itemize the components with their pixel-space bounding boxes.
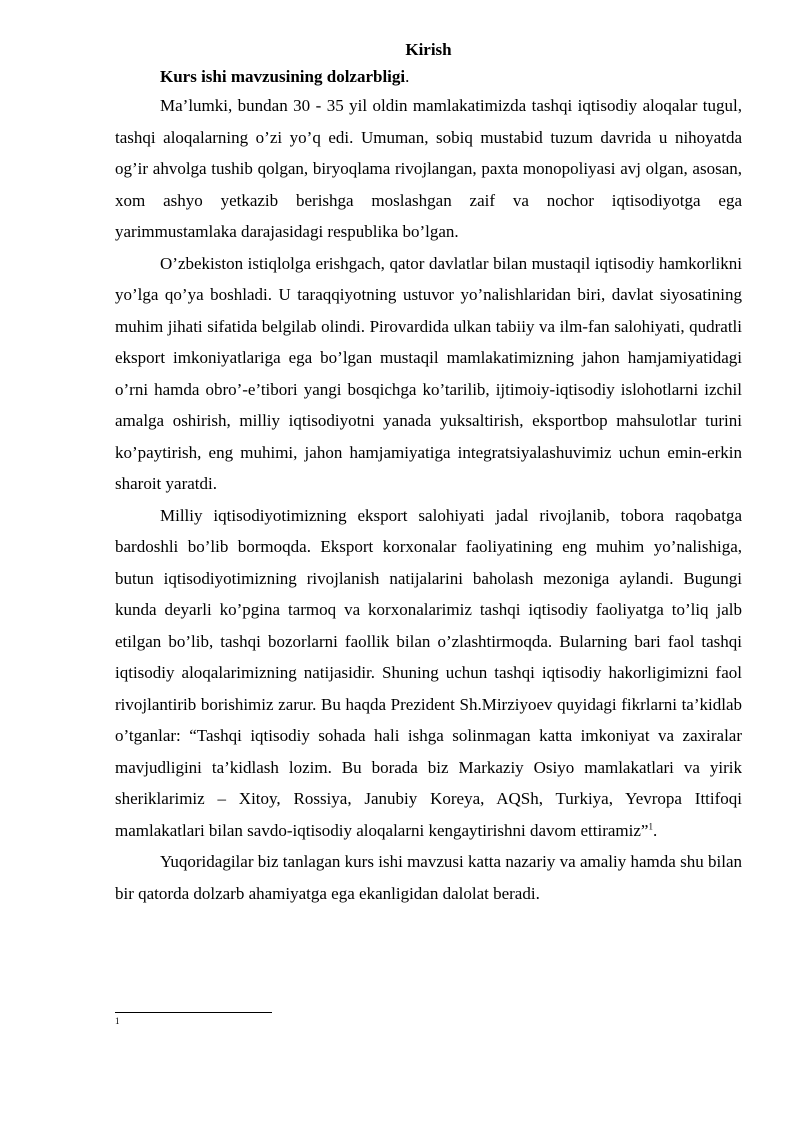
section-subtitle — [115, 65, 742, 89]
paragraph-1: Ma’lumki, bundan 30 - 35 yil oldin mamlakatimizda tashqi iqtisodiy aloqalar tugul, tashqi aloqalarning o’zi yo’q edi. Umuman, sobiq mustabid tuzum davrida u nihoyatda og’ir ahvolga tushib qolgan, biryoqlama rivojlangan, paxta monopoliyasi avj olgan, asosan, xom ashyo yetkazib berishga moslashgan zaif va nochor iqtisodiyotga ega yarimmustamlaka darajasidagi respublika bo’lgan. — [115, 96, 742, 241]
paragraph-3-text: Milliy iqtisodiyotimizning eksport salohiyati jadal rivojlanib, tobora raqobatga bardoshli bo’lib bormoqda. Eksport korxonalar faoliyatining eng muhim yo’nalishiga, butun iqtisodiyotimizning rivojlanish natijalarini baholash mezoniga aylandi. Bugungi kunda deyarli ko’pgina tarmoq va korxonalarimiz tashqi iqtisodiy faoliyatga to’liq jalb etilgan bo’lib, tashqi bozorlarni faollik bilan o’zlashtirmoqda. Bularning bari faol tashqi iqtisodiy aloqalarimizning natijasidir. Shuning uchun tashqi iqtisodiy hakorligimizni faol rivojlantirib borishimiz zarur. Bu haqda Prezident Sh.Mirziyoev quyidagi fikrlarni ta’kidlab o’tganlar: “Tashqi iqtisodiy sohada hali ishga solinmagan katta imkoniyat va zaxiralar mavjudligini ta’kidlash lozim. Bu borada biz Markaziy Osiyo mamlakatlari va yirik sheriklarimiz – Xitoy, Rossiya, Janubiy Koreya, AQSh, Turkiya, Yevropa Ittifoqi mamlakatlari bilan savdo-iqtisodiy aloqalarni kengaytirishni davom ettiramiz” — [115, 505, 742, 840]
footnote-reference[interactable]: 1 — [648, 820, 653, 831]
document-page — [115, 38, 742, 909]
paragraph-3-end: . — [652, 820, 658, 840]
paragraph-3 — [115, 500, 742, 847]
footnote-number: 1 — [115, 1016, 120, 1026]
paragraph-2: O’zbekiston istiqlolga erishgach, qator davlatlar bilan mustaqil iqtisodiy hamkorlikni yo’lga qo’ya boshladi. U taraqqiyotning ustuvor yo’nalishlaridan biri, davlat siyosatining muhim jihati sifatida belgilab olindi. Pirovardida ulkan tabiiy va ilm-fan salohiyati, qudratli eksport imkoniyatlariga ega bo’lgan mustaqil mamlakatimizning jahon hamjamiyatidagi o’rni hamda obro’-e’tibori yangi bosqichga ko’tarilib, ijtimoiy-iqtisodiy islohotlarni izchil amalga oshirish, milliy iqtisodiyotni yanada yuksaltirish, eksportbop mahsulotlar turini ko’paytirish, eng muhimi, jahon hamjamiyatiga integratsiyalashuvimiz uchun emin-erkin sharoit yaratdi. — [115, 253, 742, 493]
section-subtitle-text: Kurs ishi mavzusining dolzarbligi — [160, 67, 406, 86]
page-title: Kirish — [405, 40, 452, 59]
section-subtitle-punct: . — [405, 67, 410, 86]
footnote-separator — [115, 1012, 272, 1013]
paragraph-4: Yuqoridagilar biz tanlagan kurs ishi mavzusi katta nazariy va amaliy hamda shu bilan bir qatorda dolzarb ahamiyatga ega ekanligidan dalolat beradi. — [115, 852, 742, 903]
